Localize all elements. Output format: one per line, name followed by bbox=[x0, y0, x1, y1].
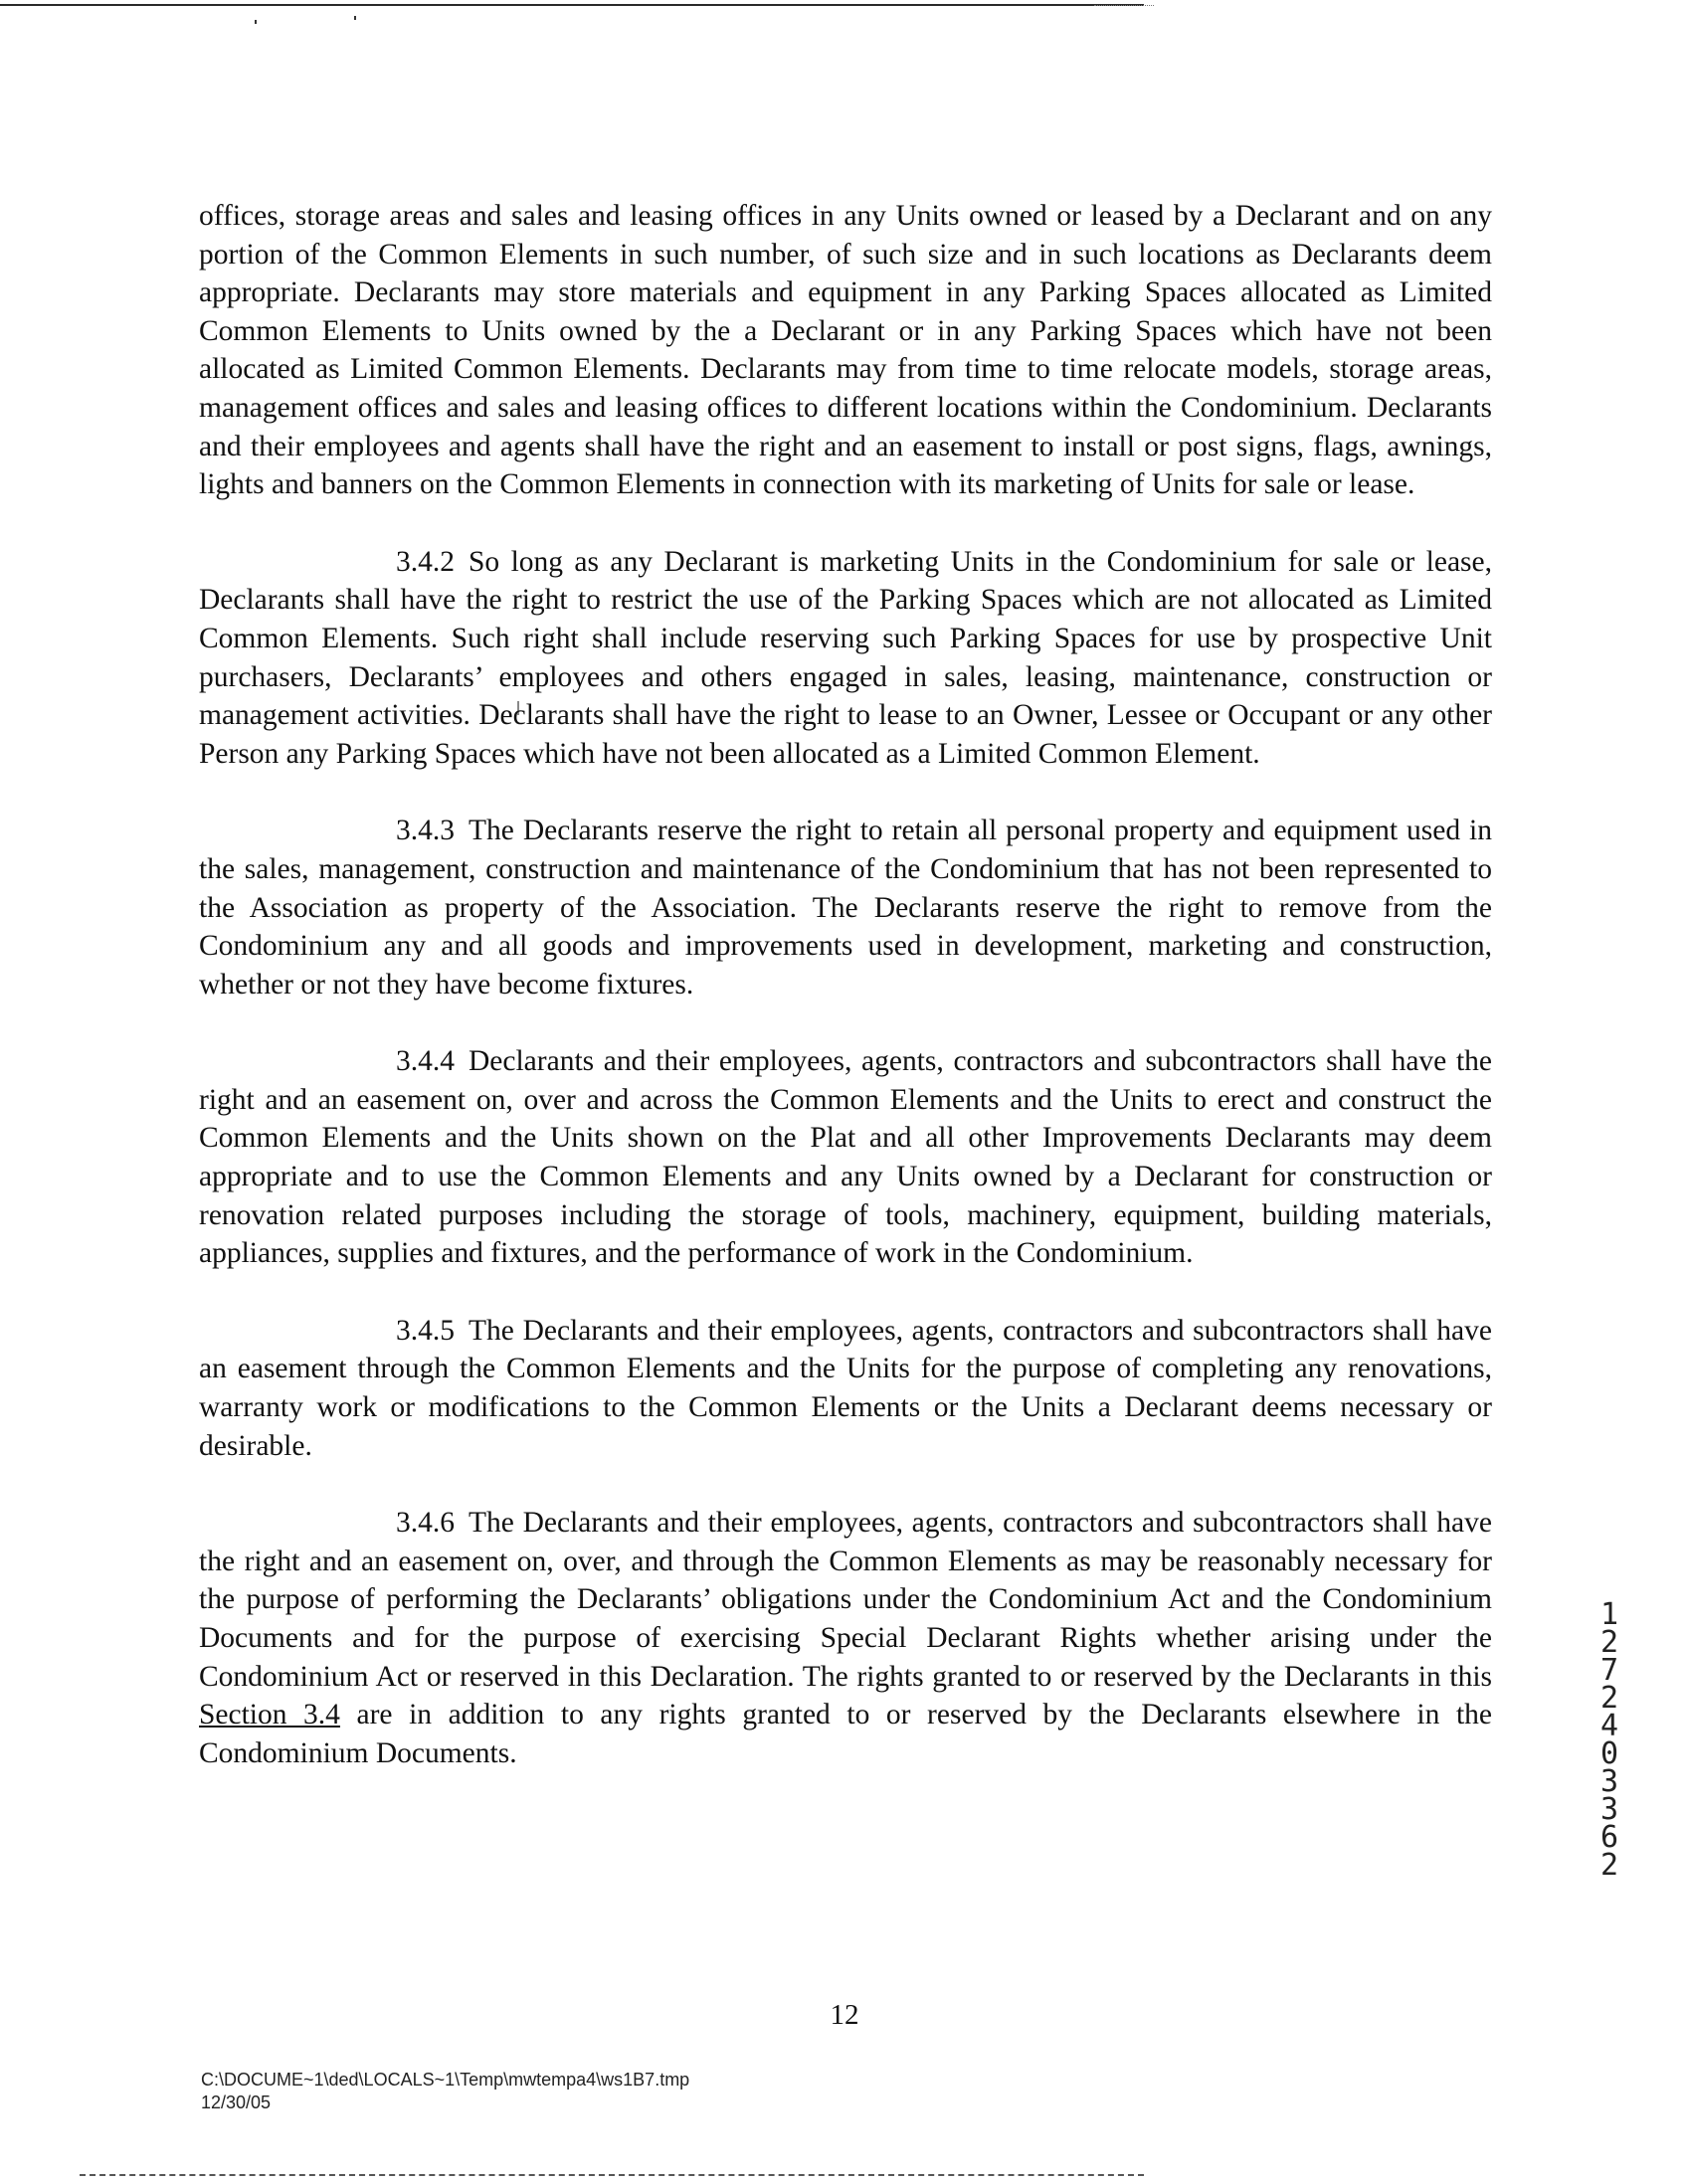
stamp-digit: 2 bbox=[1599, 1625, 1619, 1660]
footer bbox=[201, 2069, 689, 2114]
paragraph-text: Declarants and their employees, agents, contractors and subcontractors shall have the right and an easement on, over and across the Common Elements and the Units to erect and construct the Common Elements and the Units shown on the Plat and all other Improvements Declarants may deem appropriate and to use the Common Elements and any Units owned by a Declarant for construction or renovation related purposes including the storage of tools, machinery, equipment, building materials, appliances, supplies and fixtures, and the performance of work in the Condominium. bbox=[199, 1045, 1492, 1270]
stamp-digit: 4 bbox=[1599, 1709, 1619, 1743]
paragraph-text: offices, storage areas and sales and leasing offices in any Units owned or leased by a Declarant and on any portion of the Common Elements in such number, of such size and in such locations as Declarants deem appropriate. Declarants may store materials and equipment in any Parking Spaces allocated as Limited Common Elements to Units owned by the a Declarant or in any Parking Spaces which have not been allocated as Limited Common Elements. Declarants may from time to time relocate models, storage areas, management offices and sales and leasing offices to different locations within the Condominium. Declarants and their employees and agents shall have the right and an easement to install or post signs, flags, awnings, lights and banners on the Common Elements in connection with its marketing of Units for sale or lease. bbox=[199, 200, 1492, 501]
paragraph-3-4-2 bbox=[199, 543, 1492, 774]
stamp-digit: 2 bbox=[1599, 1681, 1619, 1716]
paragraph-continuation bbox=[199, 197, 1492, 504]
section-reference: Section 3.4 bbox=[199, 1699, 340, 1731]
scan-speck bbox=[255, 20, 257, 24]
section-number: 3.4.6 bbox=[396, 1507, 455, 1540]
paragraph-text: The Declarants and their employees, agents, contractors and subcontractors shall have an easement through the Common Elements and the Units for the purpose of completing any renovations, warranty work or modifications to the Common Elements or the Units a Declarant deems necessary or desirable. bbox=[199, 1314, 1492, 1462]
side-stamp bbox=[1595, 1597, 1623, 1883]
scan-edge-top-faint bbox=[1094, 5, 1154, 7]
stamp-digit: 1 bbox=[1599, 1597, 1619, 1632]
paragraph-3-4-5 bbox=[199, 1312, 1492, 1465]
scan-edge-bottom bbox=[80, 2174, 1144, 2176]
section-number: 3.4.3 bbox=[396, 815, 455, 847]
paragraph-text: The Declarants and their employees, agents, contractors and subcontractors shall have the right and an easement on, over, and through the Common Elements as may be reasonably necessary for the purpose of performing the Declarants’ obligations under the Condominium Act and the Condominium Documents and for the purpose of exercising Special Declarant Rights whether arising under the Condominium Act or reserved in this Declaration. The rights granted to or reserved by the Declarants in this bbox=[199, 1507, 1492, 1693]
stamp-digit: 0 bbox=[1599, 1736, 1619, 1771]
stamp-digit: 2 bbox=[1599, 1848, 1619, 1883]
stamp-digit: 3 bbox=[1599, 1792, 1619, 1827]
stamp-digit: 6 bbox=[1599, 1820, 1619, 1855]
paragraph-text: The Declarants reserve the right to retain all personal property and equipment used in the sales, management, construction and maintenance of the Condominium that has not been represented to the Association as property of the Association. The Declarants reserve the right to remove from the Condominium any and all goods and improvements used in development, marketing and construction, whether or not they have become fixtures. bbox=[199, 815, 1492, 1001]
footer-date: 12/30/05 bbox=[201, 2093, 272, 2112]
footer-file-path: C:\DOCUME~1\ded\LOCALS~1\Temp\mwtempa4\ws1B7.tmp bbox=[201, 2070, 690, 2090]
paragraph-text: are in addition to any rights granted to or reserved by the Declarants elsewhere in the Condominium Documents. bbox=[199, 1699, 1492, 1769]
scan-edge-top bbox=[0, 4, 1144, 6]
document-body bbox=[199, 197, 1492, 1811]
paragraph-text: So long as any Declarant is marketing Units in the Condominium for sale or lease, Declarants shall have the right to restrict the use of the Parking Spaces which are not allocated as Limited Common Elements. Such right shall include reserving such Parking Spaces for use by prospective Unit purchasers, Declarants’ employees and others engaged in sales, leasing, maintenance, construction or management activities. Declarants shall have the right to lease to an Owner, Lessee or Occupant or any other Person any Parking Spaces which have not been allocated as a Limited Common Element. bbox=[199, 545, 1492, 770]
page-number: 12 bbox=[830, 1999, 859, 2031]
stamp-digit: 3 bbox=[1599, 1764, 1619, 1799]
scan-speck bbox=[354, 16, 356, 20]
paragraph-3-4-6 bbox=[199, 1504, 1492, 1772]
section-number: 3.4.5 bbox=[396, 1314, 455, 1347]
stamp-digit: 7 bbox=[1599, 1653, 1619, 1688]
paragraph-3-4-3 bbox=[199, 812, 1492, 1003]
section-number: 3.4.4 bbox=[396, 1045, 455, 1078]
section-number: 3.4.2 bbox=[396, 545, 455, 578]
paragraph-3-4-4 bbox=[199, 1042, 1492, 1273]
